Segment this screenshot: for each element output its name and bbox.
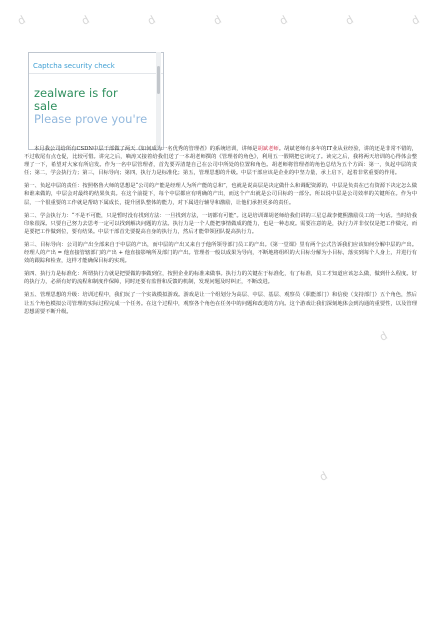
intro-text-b: 。胡斌老师有多年的IT业从业经验，讲的还是非常不错的，不过收尾有点仓促，比较可惜。讲完之后，嘀涛又接着给我们送了一本胡老师撰的《管理者的角色》，利用五一假期把它读完了。读完之后，我将两天培训的心得体会整理了一下，希望对大家有所启发。作为一名中层管理者，首先要弄清楚自己在公司中所处的位置和角色。胡老师将管理者的角色总结为五个方面：第一，负起中层的责任；第二，学会执行力；第三，目标导向；第四，执行力是标准化；第五，管理思想的升级。中层干部应该是企业的中坚力量，承上启下，起着非常重要的作用。 xyxy=(24,146,417,177)
section-5 xyxy=(24,291,417,315)
intro-paragraph xyxy=(24,145,417,177)
section-4-label: 第四、 xyxy=(24,271,40,278)
captcha-widget[interactable] xyxy=(28,52,164,150)
captcha-ad-text[interactable] xyxy=(34,87,158,126)
section-3-text: 目标导向：公司的产出全部来自于中层的产出，而中层的产出又来自于他所领导部门员工的产出。《第一堂课》里有两个公式告诉我们应该如何分解中层的产出。经理人的产出 = 他直接管辖部门的产出 + 他直接影响所及部门的产出。管理者一般以成果为导向，不断地将组织的大目标分解为小目标，落实到每个人身上，并进行有效的跟踪和检查，这样才能确保目标的实现。 xyxy=(24,241,417,265)
captcha-ad-line3: Please prove you're xyxy=(34,112,148,126)
watermark-layer: d d d d d d d d d xyxy=(15,13,422,484)
section-5-text: 管理思想的升级：培训过程中，我们玩了一个实战模拟游戏。游戏是让一个组划分为高层、中层、基层、观察员（职能部门）和信使（支持部门）五个角色，然后让五个角色模拟公司管理的实际过程完成一个任务。在这个过程中，观察各个角色在任务中的问题和改进的方向。这个游戏让我们深刻地体会到沟通的重要性，以及管理思想需要不断升级。 xyxy=(24,292,417,315)
section-5-label: 第五、 xyxy=(24,292,40,299)
section-1-label: 第一、 xyxy=(24,183,40,190)
section-1-text: 负起中层的责任：按照格鲁大师的思想是“公司的产能是经理人为所产能的总和”，也就是说高层是决定做什么和调配资源的，中层是负责在已有资源下决定怎么做和谁来做的，中层会对最终的结果负责。在这个前提下，每个中层都应有明确的产出，而这个产出就是公司目标的一部分。所以说中层是公司效率的关键所在。作为中层，一个很重要的工作就是帮助下属成长，提升团队整体的能力，对下属进行辅导和激励，让他们承担更多的责任。 xyxy=(24,183,417,206)
section-3 xyxy=(24,241,417,265)
captcha-scrollbar[interactable] xyxy=(156,52,161,149)
document-body xyxy=(24,145,417,321)
section-1 xyxy=(24,182,417,206)
intro-text-a: 本月我公司给所有CSDN中层干部做了两天《如何成为一名优秀的管理者》的系统培训，讲师是 xyxy=(34,146,258,152)
captcha-ad-line2: sale xyxy=(34,99,58,113)
section-2-text: 学会执行力：“不是不可能，只是暂时没有找到方法：一旦找到方法，一切都有可能”。这是培训课胡老师给我们讲的三星总裁李健熙激励员工的一句话。当时给我印象很深。只要自己努力去思考一定可以找到解决问题的方法。执行力是一个人能把事情做成的能力，也是一种态度。需要注意的是，执行力并非仅仅是把工作做完，而是要把工作做到位，要有结果。中层干部首先要提高自身的执行力，然后才能带领团队提高执行力。 xyxy=(24,212,417,235)
section-3-label: 第三、 xyxy=(24,241,41,248)
captcha-ad-line1: zealware is for xyxy=(34,86,118,100)
scrollbar-thumb[interactable] xyxy=(157,66,160,94)
lecturer-name: 胡斌老师 xyxy=(257,146,279,152)
section-2-label: 第二、 xyxy=(24,212,40,219)
captcha-divider xyxy=(29,73,163,74)
captcha-title: Captcha security check xyxy=(33,62,115,70)
section-4 xyxy=(24,270,417,286)
section-4-text: 执行力是标准化：所谓执行力就是把要做的事做到位，按照企业的标准来做事。执行力的关键在于标准化，有了标准，员工才知道应该怎么做，做到什么程度。好的执行力，必须有好的流程和制度作保障，同时还要有监督和反馈的机制，发现问题及时纠正，不断改进。 xyxy=(24,271,417,286)
section-2 xyxy=(24,212,417,236)
